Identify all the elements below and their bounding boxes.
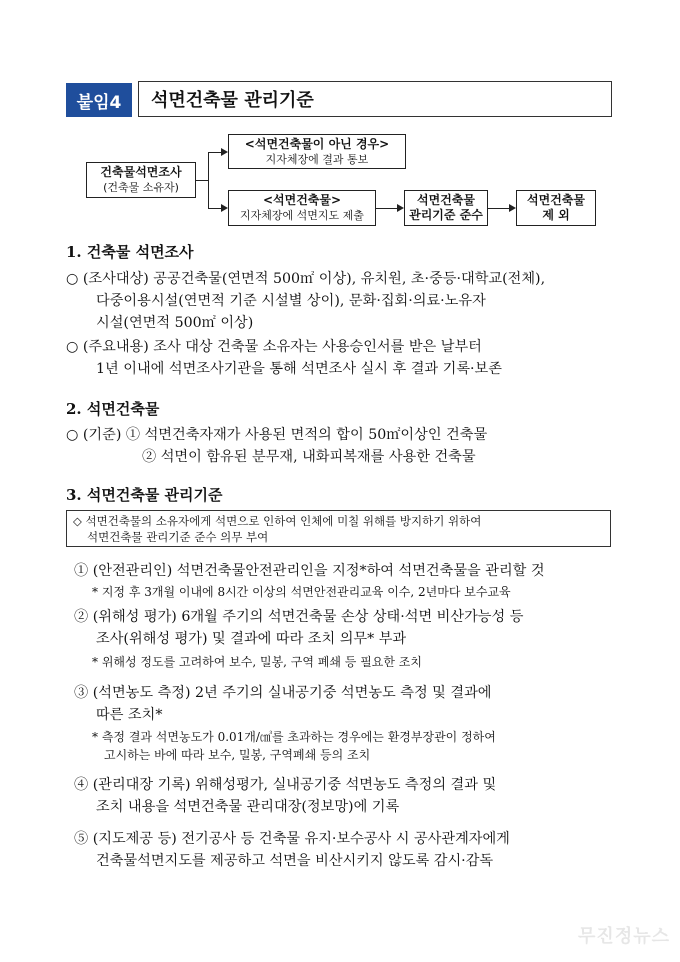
flow-comply-sub: 관리기준 준수 [409, 208, 483, 222]
arrow-top-icon [221, 148, 228, 156]
s3-note-box [66, 510, 611, 547]
item-3-note-2: 고시하는 바에 따라 보수, 밀봉, 구역폐쇄 등의 조치 [104, 748, 371, 762]
section-2-title: 2. 석면건축물 [66, 400, 160, 418]
s1-bullet-1-line-3: 시설(연면적 500㎡ 이상) [96, 315, 254, 331]
connector-mid [208, 208, 222, 209]
flow-mid-label: <석면건축물> [262, 193, 342, 207]
s2-bullet-line-2: ② 석면이 함유된 분무재, 내화피복재를 사용한 건축물 [142, 449, 476, 465]
item-5-line-2: 건축물석면지도를 제공하고 석면을 비산시키지 않도록 감시·감독 [96, 853, 494, 869]
item-4-line-1: ④ (관리대장 기록) 위해성평가, 실내공기중 석면농도 측정의 결과 및 [74, 777, 497, 793]
s3-note-line-2: 석면건축물 관리기준 준수 의무 부여 [87, 530, 269, 544]
connector-comply [376, 208, 398, 209]
item-3-line-2: 따른 조치* [96, 707, 163, 723]
arrow-comply-icon [397, 204, 404, 212]
connector-exclude [488, 208, 510, 209]
connector-main [196, 180, 208, 181]
flow-exclude-label: 석면건축물 [527, 193, 585, 207]
connector-vertical [208, 152, 209, 208]
item-4-line-2: 조치 내용을 석면건축물 관리대장(정보망)에 기록 [96, 799, 400, 815]
section-1-title: 1. 건축물 석면조사 [66, 243, 194, 261]
flow-start-label: 건축물석면조사 [100, 165, 182, 179]
flow-top-label: <석면건축물이 아닌 경우> [244, 137, 390, 151]
arrow-mid-icon [221, 204, 228, 212]
connector-top [208, 152, 222, 153]
flow-comply-box [404, 190, 488, 226]
attachment-tag: 붙임4 [66, 83, 132, 117]
flow-mid-sub: 지자체장에 석면지도 제출 [240, 209, 364, 222]
item-5-line-1: ⑤ (지도제공 등) 전기공사 등 건축물 유지·보수공사 시 공사관계자에게 [74, 831, 510, 847]
flow-exclude-box [516, 190, 596, 226]
arrow-exclude-icon [509, 204, 516, 212]
flow-top-sub: 지자체장에 결과 통보 [265, 153, 369, 166]
item-2-note: * 위해성 정도를 고려하여 보수, 밀봉, 구역 폐쇄 등 필요한 조치 [92, 655, 422, 669]
flow-top-box [228, 134, 406, 169]
item-3-note-1: * 측정 결과 석면농도가 0.01개/㎤를 초과하는 경우에는 환경부장관이 정하여 [92, 730, 496, 744]
page-title: 석면건축물 관리기준 [138, 81, 612, 117]
s1-bullet-2-line-2: 1년 이내에 석면조사기관을 통해 석면조사 실시 후 결과 기록·보존 [96, 361, 502, 377]
item-2-line-1: ② (위해성 평가) 6개월 주기의 석면건축물 손상 상태·석면 비산가능성 등 [74, 609, 524, 625]
flow-start-sub: (건축물 소유자) [103, 181, 179, 194]
flow-start-box [86, 162, 196, 198]
item-1-line-1: ① (안전관리인) 석면건축물안전관리인을 지정*하여 석면건축물을 관리할 것 [74, 563, 545, 579]
flow-exclude-sub: 제 외 [542, 208, 570, 222]
s1-bullet-1-line-2: 다중이용시설(연면적 기준 시설별 상이), 문화·집회·의료·노유자 [96, 293, 486, 309]
item-1-note: * 지정 후 3개월 이내에 8시간 이상의 석면안전관리교육 이수, 2년마다 보수교육 [92, 585, 511, 599]
s3-note-line-1: ◇ 석면건축물의 소유자에게 석면으로 인하여 인체에 미칠 위해를 방지하기 위하여 [73, 514, 482, 528]
s1-bullet-2-line-1: ○ (주요내용) 조사 대상 건축물 소유자는 사용승인서를 받은 날부터 [66, 339, 482, 355]
watermark-logo: 무진정뉴스 [578, 926, 670, 947]
flow-mid-box [228, 190, 376, 226]
item-3-line-1: ③ (석면농도 측정) 2년 주기의 실내공기중 석면농도 측정 및 결과에 [74, 685, 492, 701]
section-3-title: 3. 석면건축물 관리기준 [66, 486, 223, 504]
s2-bullet-line-1: ○ (기준) ① 석면건축자재가 사용된 면적의 합이 50㎡이상인 건축물 [66, 427, 488, 443]
flow-comply-label: 석면건축물 [417, 193, 475, 207]
s1-bullet-1-line-1: ○ (조사대상) 공공건축물(연면적 500㎡ 이상), 유치원, 초·중등·대학교(전체), [66, 271, 546, 287]
item-2-line-2: 조사(위해성 평가) 및 결과에 따라 조치 의무* 부과 [96, 631, 407, 647]
